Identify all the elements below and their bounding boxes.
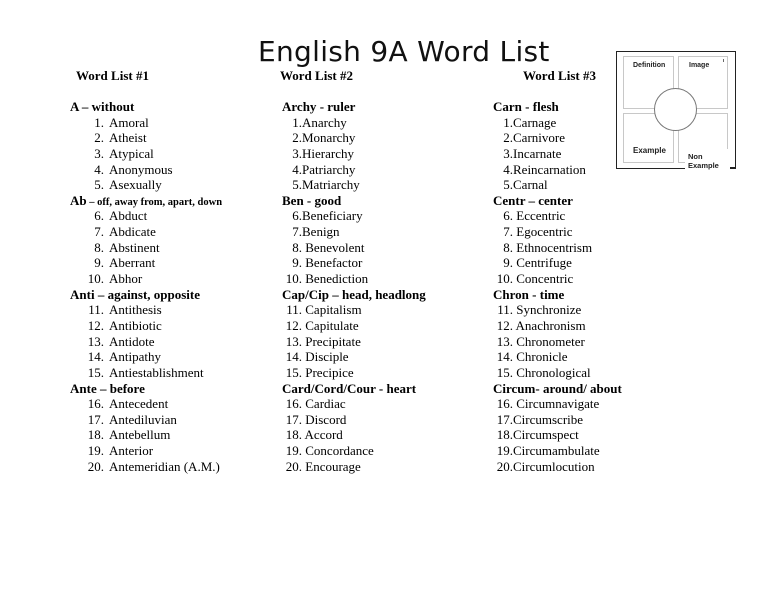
word-list-item bbox=[493, 146, 622, 162]
vocabulary-word: Accord bbox=[302, 427, 343, 443]
vocabulary-word: Reincarnation bbox=[513, 161, 586, 177]
word-list-item bbox=[282, 318, 426, 334]
root-separator: - bbox=[303, 192, 315, 208]
root-heading bbox=[70, 381, 222, 397]
word-list-item bbox=[70, 255, 222, 271]
word-list-item bbox=[493, 334, 622, 350]
item-number: 13. bbox=[87, 333, 104, 349]
vocabulary-word: Atypical bbox=[109, 145, 154, 161]
root-meaning: heart bbox=[386, 380, 417, 396]
word-list-item bbox=[70, 396, 222, 412]
root-separator: - bbox=[375, 380, 387, 396]
vocabulary-word: Antediluvian bbox=[109, 411, 177, 427]
item-number: 4. bbox=[94, 161, 104, 177]
vocabulary-word: Circumspect bbox=[513, 427, 579, 443]
root-separator: – bbox=[525, 192, 539, 208]
item-number: 18. bbox=[87, 427, 104, 443]
root-heading bbox=[70, 193, 222, 209]
item-number: 7. bbox=[94, 224, 104, 240]
root-heading bbox=[70, 287, 222, 303]
vocabulary-word: Carnal bbox=[513, 177, 548, 193]
root-word: Circum bbox=[493, 380, 536, 396]
vocabulary-word: Anterior bbox=[109, 443, 154, 459]
word-list-item bbox=[282, 459, 426, 475]
root-word: Anti bbox=[70, 286, 95, 302]
word-list-item bbox=[282, 208, 426, 224]
vocabulary-word: Disciple bbox=[302, 349, 349, 365]
vocabulary-word: Concentric bbox=[513, 271, 574, 287]
item-number: 20. bbox=[496, 458, 513, 474]
vocabulary-word: Monarchy bbox=[302, 130, 356, 146]
root-heading bbox=[493, 99, 622, 115]
item-number: 19. bbox=[285, 443, 302, 459]
item-number: 2. bbox=[503, 130, 513, 146]
root-word: A bbox=[70, 99, 79, 114]
root-heading bbox=[493, 193, 622, 209]
word-list-item bbox=[282, 427, 426, 443]
word-list-item bbox=[70, 412, 222, 428]
word-list-item bbox=[70, 224, 222, 240]
word-list-item bbox=[70, 208, 222, 224]
border-segment bbox=[730, 167, 736, 169]
vocabulary-word: Ethnocentrism bbox=[513, 239, 593, 255]
root-meaning: center bbox=[538, 192, 573, 208]
item-number: 11. bbox=[88, 302, 104, 318]
word-list-1-title: Word List #1 bbox=[76, 68, 149, 83]
word-list-item bbox=[493, 177, 622, 193]
word-list-item bbox=[282, 349, 426, 365]
word-list-item bbox=[70, 130, 222, 146]
item-number: 1. bbox=[503, 114, 513, 130]
root-word: Archy bbox=[282, 99, 317, 114]
root-separator: – bbox=[86, 196, 98, 208]
vocabulary-word: Centrifuge bbox=[513, 255, 572, 271]
item-number: 10. bbox=[285, 271, 302, 287]
word-list-item bbox=[282, 412, 426, 428]
root-heading bbox=[493, 381, 622, 397]
word-list-item bbox=[493, 208, 622, 224]
word-list-item bbox=[282, 271, 426, 287]
root-heading bbox=[493, 287, 622, 303]
item-number: 17. bbox=[496, 411, 513, 427]
vocabulary-word: Anachronism bbox=[513, 317, 586, 333]
vocabulary-word: Circumlocution bbox=[513, 458, 595, 474]
word-list-item bbox=[493, 115, 622, 131]
root-separator: – bbox=[78, 99, 92, 114]
word-list-3 bbox=[493, 99, 622, 474]
word-list-item bbox=[282, 302, 426, 318]
vocabulary-word: Asexually bbox=[109, 177, 162, 193]
vocabulary-word: Benevolent bbox=[302, 239, 365, 255]
word-list-item bbox=[282, 240, 426, 256]
word-list-item bbox=[493, 427, 622, 443]
vocabulary-word: Chronometer bbox=[513, 333, 585, 349]
word-list-item bbox=[493, 443, 622, 459]
vocabulary-word: Beneficiary bbox=[302, 208, 363, 224]
vocabulary-word: Anonymous bbox=[109, 161, 173, 177]
item-number: 9. bbox=[94, 255, 104, 271]
word-list-item bbox=[70, 162, 222, 178]
root-word: Centr bbox=[493, 192, 526, 208]
root-word: Carn bbox=[493, 99, 522, 114]
item-number: 16. bbox=[285, 396, 302, 412]
vocabulary-word: Eccentric bbox=[513, 208, 566, 224]
vocabulary-word: Precipice bbox=[302, 364, 354, 380]
vocabulary-word: Benefactor bbox=[302, 255, 363, 271]
word-list-item bbox=[70, 334, 222, 350]
vocabulary-word: Antemeridian (A.M.) bbox=[109, 458, 220, 474]
word-list-item bbox=[70, 459, 222, 475]
definition-label: Definition bbox=[633, 62, 666, 69]
root-heading bbox=[70, 99, 222, 115]
root-word: Chron bbox=[493, 286, 529, 302]
item-number: 15. bbox=[87, 364, 104, 380]
root-meaning: against, opposite bbox=[107, 286, 201, 302]
word-list-item bbox=[493, 162, 622, 178]
frayer-model-diagram bbox=[616, 51, 736, 169]
vocabulary-word: Antithesis bbox=[109, 302, 162, 318]
item-number: 6. bbox=[292, 208, 302, 224]
vocabulary-word: Circumscribe bbox=[513, 411, 584, 427]
item-number: 15. bbox=[496, 364, 513, 380]
word-list-item bbox=[70, 146, 222, 162]
item-number: 13. bbox=[496, 333, 513, 349]
word-list-item bbox=[70, 427, 222, 443]
word-list-item bbox=[493, 302, 622, 318]
root-word: Ben bbox=[282, 192, 304, 208]
word-list-item bbox=[493, 255, 622, 271]
item-number: 12. bbox=[285, 317, 302, 333]
word-list-item bbox=[493, 349, 622, 365]
item-number: 4. bbox=[503, 161, 513, 177]
word-list-1 bbox=[70, 99, 222, 474]
root-meaning: around/ about bbox=[542, 380, 622, 396]
root-meaning: without bbox=[91, 99, 135, 114]
item-number: 1. bbox=[94, 114, 104, 130]
root-separator: - bbox=[528, 286, 540, 302]
word-list-item bbox=[282, 334, 426, 350]
image-label: Image bbox=[689, 62, 710, 69]
vocabulary-word: Aberrant bbox=[109, 255, 156, 271]
vocabulary-word: Anarchy bbox=[302, 114, 347, 130]
vocabulary-word: Chronicle bbox=[513, 349, 568, 365]
item-number: 18. bbox=[285, 427, 302, 443]
vocabulary-word: Patriarchy bbox=[302, 161, 356, 177]
word-list-item bbox=[282, 255, 426, 271]
word-list-item bbox=[493, 318, 622, 334]
root-meaning: time bbox=[539, 286, 565, 302]
vocabulary-word: Carnivore bbox=[513, 130, 565, 146]
vocabulary-word: Antibiotic bbox=[109, 317, 162, 333]
word-list-item bbox=[493, 240, 622, 256]
root-word: Ante bbox=[70, 380, 97, 396]
vocabulary-word: Discord bbox=[302, 411, 347, 427]
root-meaning: off, away from, apart, down bbox=[97, 196, 223, 208]
word-list-item bbox=[70, 318, 222, 334]
vocabulary-word: Cardiac bbox=[302, 396, 346, 412]
item-number: 4. bbox=[292, 161, 302, 177]
word-list-3-title: Word List #3 bbox=[523, 68, 596, 83]
vocabulary-word: Circumambulate bbox=[513, 443, 600, 459]
root-meaning: good bbox=[314, 192, 342, 208]
root-separator: – bbox=[94, 286, 108, 302]
item-number: 10. bbox=[87, 271, 104, 287]
item-number: 9. bbox=[503, 255, 513, 271]
item-number: 2. bbox=[94, 130, 104, 146]
item-number: 20. bbox=[285, 458, 302, 474]
root-separator: - bbox=[521, 99, 533, 114]
item-number: 3. bbox=[94, 145, 104, 161]
vocabulary-word: Benediction bbox=[302, 271, 369, 287]
root-word: Cap/Cip bbox=[282, 286, 329, 302]
vocabulary-word: Carnage bbox=[513, 114, 557, 130]
vocabulary-word: Amoral bbox=[109, 114, 149, 130]
item-number: 16. bbox=[87, 396, 104, 412]
word-list-2-title: Word List #2 bbox=[280, 68, 353, 83]
root-separator: – bbox=[96, 380, 110, 396]
vocabulary-word: Antebellum bbox=[109, 427, 171, 443]
word-list-item bbox=[282, 365, 426, 381]
vocabulary-word: Synchronize bbox=[513, 302, 582, 318]
item-number: 17. bbox=[285, 411, 302, 427]
item-number: 8. bbox=[292, 239, 302, 255]
root-word: Card/Cord/Cour bbox=[282, 380, 376, 396]
item-number: 5. bbox=[94, 177, 104, 193]
document-title: English 9A Word List bbox=[258, 35, 550, 68]
root-meaning: before bbox=[109, 380, 145, 396]
vocabulary-word: Encourage bbox=[302, 458, 361, 474]
item-number: 19. bbox=[87, 443, 104, 459]
root-separator: - bbox=[316, 99, 328, 114]
word-list-item bbox=[70, 271, 222, 287]
word-list-item bbox=[70, 240, 222, 256]
item-number: 20. bbox=[87, 458, 104, 474]
vocabulary-word: Atheist bbox=[109, 130, 147, 146]
vocabulary-word: Chronological bbox=[513, 364, 591, 380]
word-list-item bbox=[493, 459, 622, 475]
item-number: 5. bbox=[503, 177, 513, 193]
word-list-item bbox=[70, 365, 222, 381]
word-list-item bbox=[70, 302, 222, 318]
vocabulary-word: Capitalism bbox=[302, 302, 362, 318]
word-list-item bbox=[493, 224, 622, 240]
item-number: 8. bbox=[503, 239, 513, 255]
word-list-item bbox=[282, 115, 426, 131]
item-number: 3. bbox=[292, 145, 302, 161]
example-label: Example bbox=[633, 146, 666, 155]
item-number: 3. bbox=[503, 145, 513, 161]
non-example-label bbox=[685, 149, 735, 170]
item-number: 7. bbox=[292, 224, 302, 240]
vocabulary-word: Benign bbox=[302, 224, 340, 240]
word-list-item bbox=[70, 443, 222, 459]
word-list-item bbox=[282, 396, 426, 412]
item-number: 14. bbox=[87, 349, 104, 365]
word-list-item bbox=[493, 130, 622, 146]
non-example-label-line1: Non bbox=[688, 152, 703, 161]
item-number: 2. bbox=[292, 130, 302, 146]
word-list-item bbox=[70, 115, 222, 131]
vocabulary-word: Precipitate bbox=[302, 333, 361, 349]
item-number: 15. bbox=[285, 364, 302, 380]
root-separator: – bbox=[328, 286, 342, 302]
non-example-label-line2: Example bbox=[688, 161, 719, 170]
root-word: Ab bbox=[70, 192, 87, 208]
item-number: 6. bbox=[503, 208, 513, 224]
item-number: 16. bbox=[496, 396, 513, 412]
word-list-item bbox=[70, 177, 222, 193]
word-list-item bbox=[282, 146, 426, 162]
item-number: 14. bbox=[285, 349, 302, 365]
item-number: 6. bbox=[94, 208, 104, 224]
word-list-item bbox=[493, 365, 622, 381]
vocabulary-word: Abdicate bbox=[109, 224, 156, 240]
item-number: 8. bbox=[94, 239, 104, 255]
root-meaning: flesh bbox=[532, 99, 559, 114]
item-number: 12. bbox=[87, 317, 104, 333]
item-number: 17. bbox=[87, 411, 104, 427]
word-list-item bbox=[282, 162, 426, 178]
word-list-item bbox=[282, 224, 426, 240]
word-list-item bbox=[282, 130, 426, 146]
center-circle-icon bbox=[654, 88, 697, 131]
vocabulary-word: Antipathy bbox=[109, 349, 161, 365]
item-number: 10. bbox=[496, 271, 513, 287]
vocabulary-word: Circumnavigate bbox=[513, 396, 600, 412]
item-number: 9. bbox=[292, 255, 302, 271]
vocabulary-word: Antidote bbox=[109, 333, 155, 349]
item-number: 12. bbox=[496, 317, 513, 333]
item-number: 14. bbox=[496, 349, 513, 365]
vocabulary-word: Abduct bbox=[109, 208, 148, 224]
word-list-item bbox=[282, 177, 426, 193]
vocabulary-word: Matriarchy bbox=[302, 177, 360, 193]
word-list-2 bbox=[282, 99, 426, 474]
word-list-item bbox=[493, 271, 622, 287]
vocabulary-word: Concordance bbox=[302, 443, 374, 459]
item-number: 18. bbox=[496, 427, 513, 443]
item-number: 11. bbox=[286, 302, 302, 318]
vocabulary-word: Abhor bbox=[109, 271, 143, 287]
root-meaning: ruler bbox=[327, 99, 356, 114]
word-list-item bbox=[282, 443, 426, 459]
root-heading bbox=[282, 381, 426, 397]
vocabulary-word: Hierarchy bbox=[302, 145, 354, 161]
mark-icon bbox=[723, 59, 724, 62]
word-list-item bbox=[493, 412, 622, 428]
item-number: 19. bbox=[496, 443, 513, 459]
vocabulary-word: Incarnate bbox=[513, 145, 562, 161]
vocabulary-word: Abstinent bbox=[109, 239, 160, 255]
root-heading bbox=[282, 193, 426, 209]
item-number: 1. bbox=[292, 114, 302, 130]
root-separator: - bbox=[535, 380, 543, 396]
root-meaning: head, headlong bbox=[341, 286, 426, 302]
item-number: 5. bbox=[292, 177, 302, 193]
vocabulary-word: Antecedent bbox=[109, 396, 169, 412]
root-heading bbox=[282, 99, 426, 115]
word-list-item bbox=[70, 349, 222, 365]
root-heading bbox=[282, 287, 426, 303]
item-number: 11. bbox=[497, 302, 513, 318]
vocabulary-word: Antiestablishment bbox=[109, 364, 204, 380]
vocabulary-word: Egocentric bbox=[513, 224, 573, 240]
item-number: 7. bbox=[503, 224, 513, 240]
item-number: 13. bbox=[285, 333, 302, 349]
vocabulary-word: Capitulate bbox=[302, 317, 359, 333]
word-list-item bbox=[493, 396, 622, 412]
